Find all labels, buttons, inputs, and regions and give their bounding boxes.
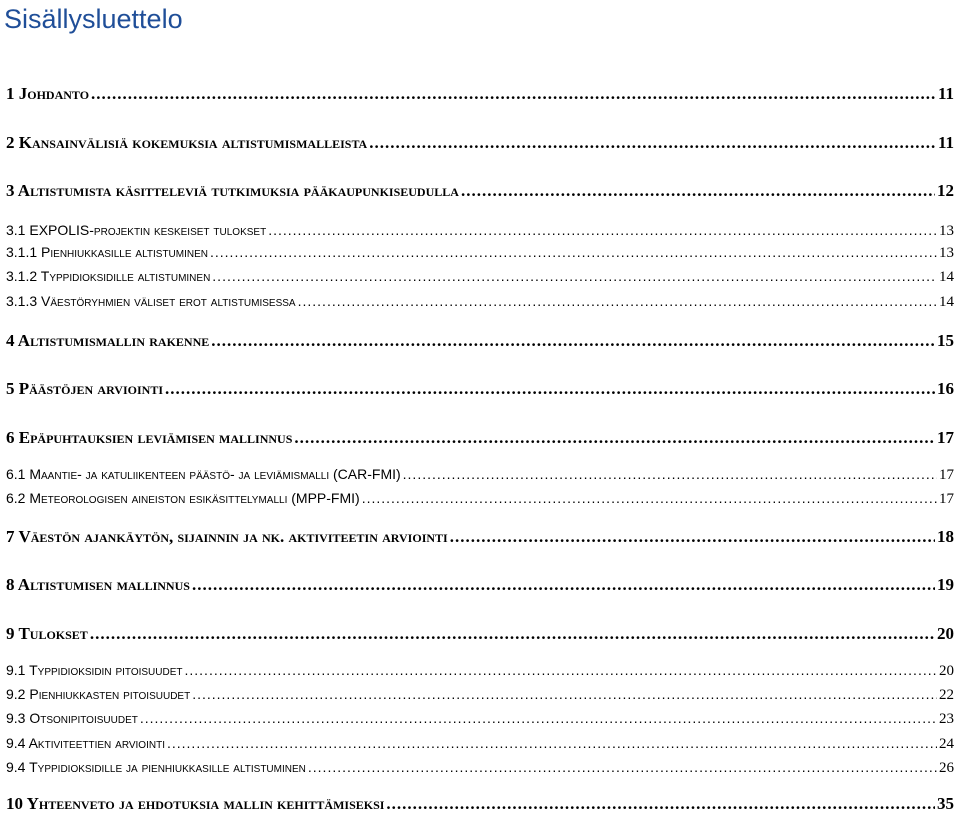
toc-entry-label: 6.2 Meteorologisen aineiston esikäsittelymalli (MPP-FMI) <box>6 490 360 506</box>
toc-entry-page: 20 <box>937 624 954 643</box>
dot-leader <box>450 527 935 547</box>
toc-entry[interactable] <box>6 244 954 262</box>
toc-entry[interactable] <box>6 379 954 399</box>
dot-leader <box>90 624 935 644</box>
dot-leader <box>140 710 937 726</box>
toc-entry[interactable] <box>6 490 954 508</box>
toc-entry-label: 1 Johdanto <box>6 84 90 103</box>
toc-entry-page: 11 <box>937 84 954 103</box>
dot-leader <box>369 133 936 153</box>
toc-entry[interactable] <box>6 794 954 814</box>
toc-entry[interactable] <box>6 181 954 201</box>
toc-entry-label: 9 Tulokset <box>6 624 88 643</box>
page-title: Sisällysluettelo <box>4 4 183 34</box>
toc-entry-label: 4 Altistumismallin rakenne <box>6 331 210 350</box>
toc-entry-page: 19 <box>937 575 954 594</box>
toc-entry-page: 23 <box>939 711 954 727</box>
toc-entry-page: 26 <box>939 760 954 776</box>
dot-leader <box>167 735 937 751</box>
toc-entry-label: 5 Päästöjen arviointi <box>6 379 163 398</box>
toc-entry-page: 11 <box>937 133 954 152</box>
toc-entry[interactable] <box>6 686 954 704</box>
dot-leader <box>386 794 935 814</box>
dot-leader <box>192 575 935 595</box>
toc-entry-label: 6 Epäpuhtauksien leviämisen mallinnus <box>6 428 293 447</box>
toc-entry-label: 10 Yhteenveto ja ehdotuksia mallin kehittämiseksi <box>6 794 385 813</box>
dot-leader <box>212 268 937 284</box>
toc-entry-page: 13 <box>939 223 954 239</box>
dot-leader <box>308 759 937 775</box>
toc-entry[interactable] <box>6 293 954 311</box>
toc-entry[interactable] <box>6 268 954 286</box>
toc-entry-label: 9.1 Typpidioksidin pitoisuudet <box>6 662 183 678</box>
dot-leader <box>211 331 935 351</box>
dot-leader <box>294 428 935 448</box>
toc-entry[interactable] <box>6 133 954 153</box>
toc-entry[interactable] <box>6 222 954 240</box>
toc-entry-label: 3.1.3 Väestöryhmien väliset erot altistumisessa <box>6 293 296 309</box>
dot-leader <box>403 466 937 482</box>
toc-entry-label: 3.1.1 Pienhiukkasille altistuminen <box>6 244 208 260</box>
toc-entry-page: 18 <box>937 527 954 546</box>
toc-entry[interactable] <box>6 710 954 728</box>
dot-leader <box>461 181 935 201</box>
toc-entry-label: 8 Altistumisen mallinnus <box>6 575 190 594</box>
dot-leader <box>192 686 937 702</box>
toc-entry-label: 3.1 EXPOLIS-projektin keskeiset tulokset <box>6 222 267 238</box>
dot-leader <box>362 490 937 506</box>
toc-entry-page: 24 <box>939 736 954 752</box>
toc-entry[interactable] <box>6 428 954 448</box>
toc-entry[interactable] <box>6 759 954 777</box>
toc-entry[interactable] <box>6 84 954 104</box>
toc-entry-page: 20 <box>939 663 954 679</box>
toc-entry-label: 9.2 Pienhiukkasten pitoisuudet <box>6 686 191 702</box>
toc-entry-page: 12 <box>937 181 954 200</box>
toc-entry-label: 7 Väestön ajankäytön, sijainnin ja nk. aktiviteetin arviointi <box>6 527 448 546</box>
toc-entry-page: 17 <box>937 428 954 447</box>
toc-entry[interactable] <box>6 575 954 595</box>
toc-entry-label: 9.3 Otsonipitoisuudet <box>6 710 138 726</box>
dot-leader <box>298 293 937 309</box>
toc-entry-label: 6.1 Maantie- ja katuliikenteen päästö- ja leviämismalli (CAR-FMI) <box>6 466 401 482</box>
toc-entry-page: 35 <box>937 794 954 813</box>
toc-entry[interactable] <box>6 466 954 484</box>
dot-leader <box>91 84 936 104</box>
dot-leader <box>165 379 935 399</box>
toc-entry-page: 15 <box>937 331 954 350</box>
toc-entry[interactable] <box>6 527 954 547</box>
toc-entry-label: 9.4 Typpidioksidille ja pienhiukkasille altistuminen <box>6 759 306 775</box>
toc-entry-label: 3.1.2 Typpidioksidille altistuminen <box>6 268 211 284</box>
toc-entry-page: 17 <box>939 467 954 483</box>
toc-entry-label: 3 Altistumista käsitteleviä tutkimuksia pääkaupunkiseudulla <box>6 181 459 200</box>
toc-entry-page: 14 <box>939 294 954 310</box>
toc-entry-label: 2 Kansainvälisiä kokemuksia altistumismalleista <box>6 133 368 152</box>
toc-entry-page: 14 <box>939 269 954 285</box>
toc-entry[interactable] <box>6 331 954 351</box>
dot-leader <box>268 222 937 238</box>
toc-entry[interactable] <box>6 662 954 680</box>
toc-entry-label: 9.4 Aktiviteettien arviointi <box>6 735 165 751</box>
toc-entry-page: 16 <box>937 379 954 398</box>
toc-entry-page: 22 <box>939 687 954 703</box>
toc-entry-page: 17 <box>939 491 954 507</box>
toc-entry-page: 13 <box>939 245 954 261</box>
toc-entry[interactable] <box>6 735 954 753</box>
toc-entry[interactable] <box>6 624 954 644</box>
dot-leader <box>185 662 938 678</box>
dot-leader <box>210 244 937 260</box>
